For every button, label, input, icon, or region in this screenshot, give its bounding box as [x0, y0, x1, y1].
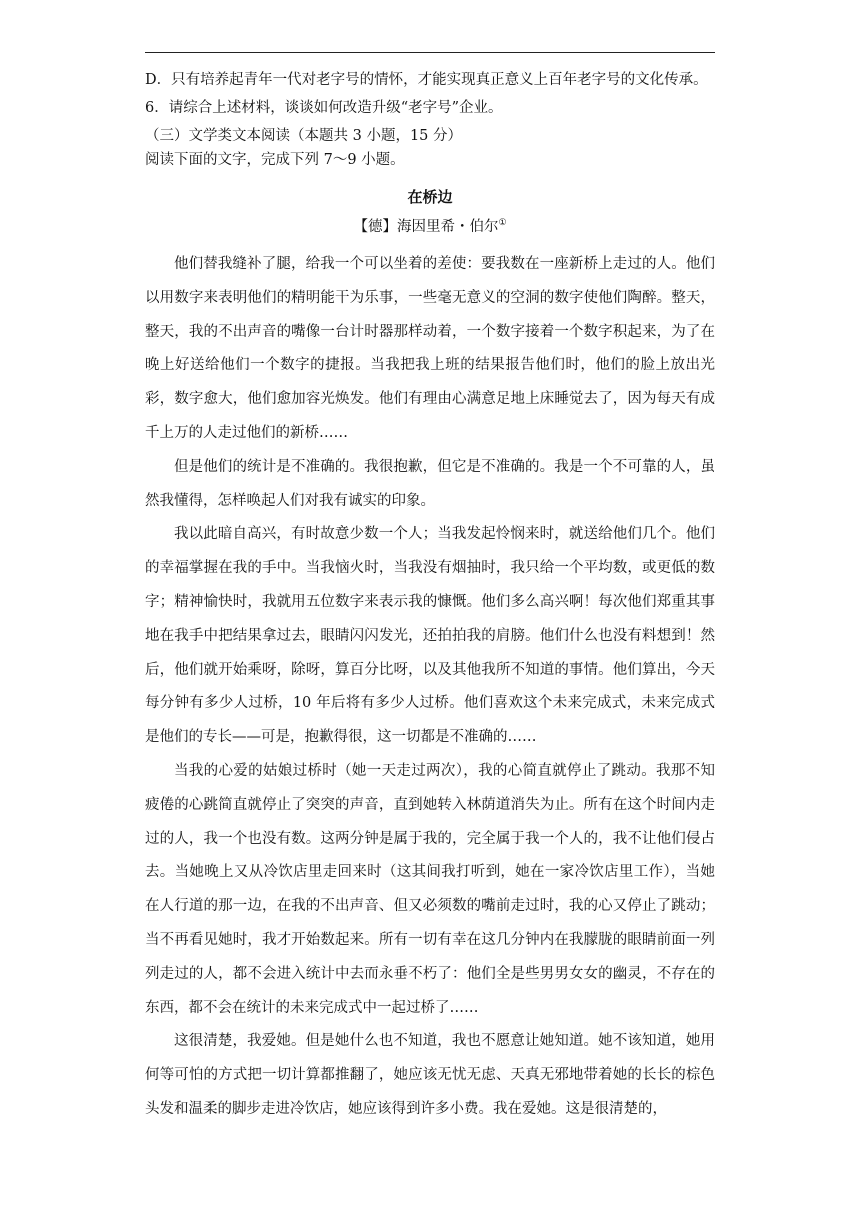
section-heading: （三）文学类文本阅读（本题共 3 小题，15 分）: [145, 128, 463, 144]
document-page: [145, 68, 715, 1127]
header-divider: [145, 52, 715, 53]
author-footnote-marker: ①: [498, 218, 507, 229]
article-author: [145, 215, 715, 236]
paragraph-2: 但是他们的统计是不准确的。我很抱歉，但它是不准确的。我是一个不可靠的人，虽然我懂得，怎样唤起人们对我有诚实的印象。: [145, 458, 715, 509]
article-title: 在桥边: [407, 188, 453, 206]
option-d: D．只有培养起青年一代对老字号的情怀，才能实现真正意义上百年老字号的文化传承。: [145, 72, 708, 88]
author-name: 【德】海因里希・伯尔: [353, 219, 499, 235]
reading-instruction: 阅读下面的文字，完成下列 7～9 小题。: [145, 152, 405, 168]
paragraph-5: 这很清楚，我爱她。但是她什么也不知道，我也不愿意让她知道。她不该知道，她用何等可怕的方式把一切计算都推翻了，她应该无忧无虑、天真无邪地带着她的长长的棕色头发和温柔的脚步走进冷饮店，她应该得到许多小费。我在爱她。这是很清楚的，: [145, 1033, 715, 1117]
paragraph-1: 他们替我缝补了腿，给我一个可以坐着的差使：要我数在一座新桥上走过的人。他们以用数字来表明他们的精明能干为乐事，一些毫无意义的空洞的数字使他们陶醉。整天，整天，我的不出声音的嘴像一台计时器那样动着，一个数字接着一个数字积起来，为了在晚上好送给他们一个数字的捷报。当我把我上班的结果报告他们时，他们的脸上放出光彩，数字愈大，他们愈加容光焕发。他们有理由心满意足地上床睡觉去了，因为每天有成千上万的人走过他们的新桥……: [145, 256, 715, 441]
paragraph-3: 我以此暗自高兴，有时故意少数一个人；当我发起怜悯来时，就送给他们几个。他们的幸福掌握在我的手中。当我恼火时，当我没有烟抽时，我只给一个平均数，或更低的数字；精神愉快时，我就用五位数字来表示我的慷慨。他们多么高兴啊！每次他们郑重其事地在我手中把结果拿过去，眼睛闪闪发光，还拍拍我的肩膀。他们什么也没有料想到！然后，他们就开始乘呀，除呀，算百分比呀，以及其他我所不知道的事情。他们算出，今天每分钟有多少人过桥，10 年后将有多少人过桥。他们喜欢这个未来完成式，未来完成式是他们的专长——可是，抱歉得很，这一切都是不准确的……: [145, 526, 715, 746]
question-6: 6．请综合上述材料，谈谈如何改造升级“老字号”企业。: [145, 100, 503, 116]
paragraph-4: 当我的心爱的姑娘过桥时（她一天走过两次），我的心简直就停止了跳动。我那不知疲倦的心跳简直就停止了突突的声音，直到她转入林荫道消失为止。所有在这个时间内走过的人，我一个也没有数。这两分钟是属于我的，完全属于我一个人的，我不让他们侵占去。当她晚上又从冷饮店里走回来时（这其间我打听到，她在一家冷饮店里工作），当她在人行道的那一边，在我的不出声音、但又必须数的嘴前走过时，我的心又停止了跳动；当不再看见她时，我才开始数起来。所有一切有幸在这几分钟内在我朦胧的眼睛前面一列列走过的人，都不会进入统计中去而永垂不朽了：他们全是些男男女女的幽灵，不存在的东西，都不会在统计的未来完成式中一起过桥了……: [145, 762, 715, 1016]
